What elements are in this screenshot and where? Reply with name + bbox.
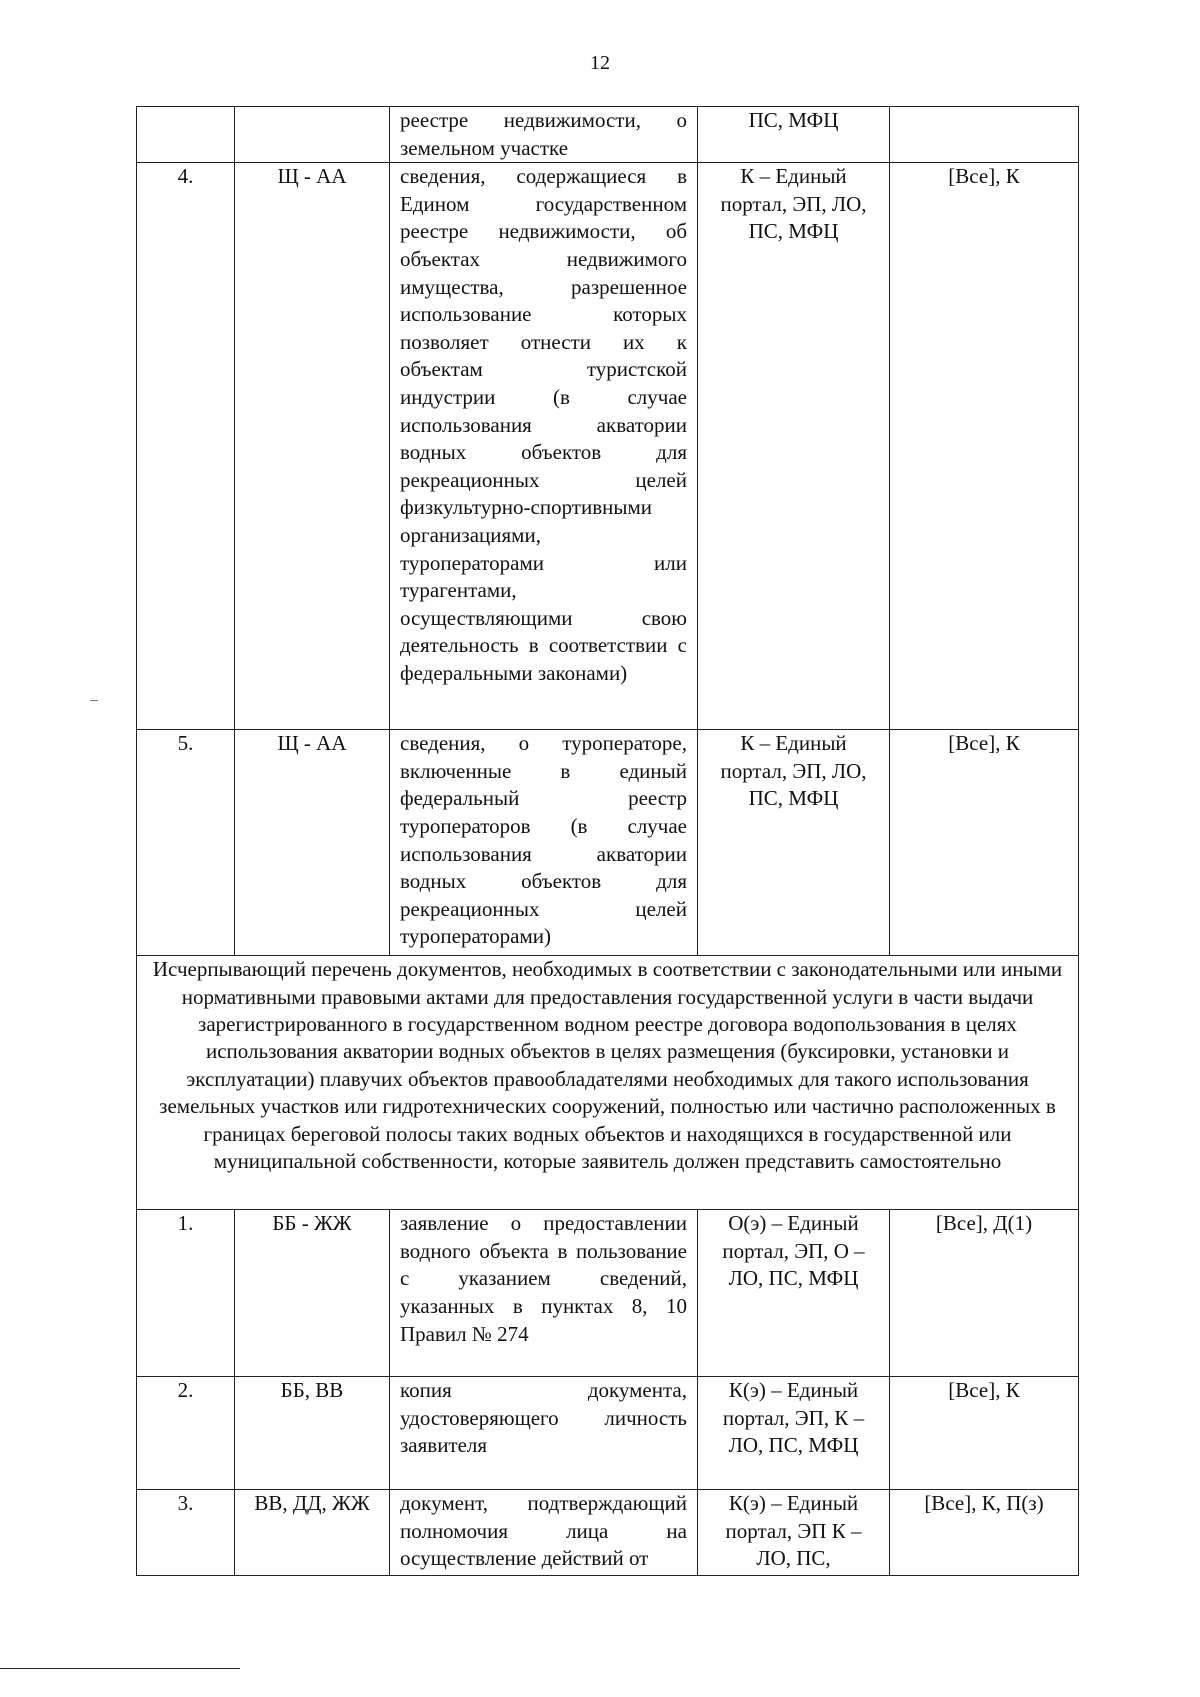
row-description: сведения, о туроператоре, включенные в единый федеральный реестр туроператоров (в случае использования акватории водных объектов для рекреационных целей туроператорами) [390, 730, 698, 956]
row-description: реестре недвижимости, о земельном участке [390, 107, 698, 163]
table-row [137, 1210, 1079, 1377]
row-submission-form: К – Единый портал, ЭП, ЛО, ПС, МФЦ [698, 730, 890, 956]
row-description: документ, подтверждающий полномочия лица на осуществление действий от [390, 1490, 698, 1576]
margin-mark [90, 700, 98, 701]
row-scope: [Все], К [890, 1377, 1079, 1490]
row-number: 2. [137, 1377, 235, 1490]
row-code: Щ - АА [235, 730, 390, 956]
table-row [137, 163, 1079, 730]
row-description: заявление о предоставлении водного объекта в пользование с указанием сведений, указанных в пунктах 8, 10 Правил № 274 [390, 1210, 698, 1377]
table-row [137, 1377, 1079, 1490]
row-code: Щ - АА [235, 163, 390, 730]
documents-table [136, 106, 1079, 1576]
section-heading-row [137, 956, 1079, 1210]
page-number: 12 [590, 52, 610, 74]
row-number: 5. [137, 730, 235, 956]
row-submission-form: ПС, МФЦ [698, 107, 890, 163]
table-row [137, 730, 1079, 956]
row-code [235, 107, 390, 163]
row-scope: [Все], Д(1) [890, 1210, 1079, 1377]
row-submission-form: К(э) – Единый портал, ЭП К – ЛО, ПС, [698, 1490, 890, 1576]
row-code: ББ, ВВ [235, 1377, 390, 1490]
row-submission-form: О(э) – Единый портал, ЭП, О – ЛО, ПС, МФЦ [698, 1210, 890, 1377]
row-description: сведения, содержащиеся в Едином государственном реестре недвижимости, об объектах недвижимого имущества, разрешенное использование которых позволяет отнести их к объектам туристской индустрии (в случае использования акватории водных объектов для рекреационных целей физкультурно-спортивными организациями, туроператорами или турагентами, осуществляющими свою деятельность в соответствии с федеральными законами) [390, 163, 698, 730]
row-code: ВВ, ДД, ЖЖ [235, 1490, 390, 1576]
row-submission-form: К(э) – Единый портал, ЭП, К – ЛО, ПС, МФЦ [698, 1377, 890, 1490]
row-scope: [Все], К [890, 163, 1079, 730]
row-number: 1. [137, 1210, 235, 1377]
row-description: копия документа, удостоверяющего личность заявителя [390, 1377, 698, 1490]
row-scope: [Все], К, П(з) [890, 1490, 1079, 1576]
row-code: ББ - ЖЖ [235, 1210, 390, 1377]
table-row [137, 107, 1079, 163]
section-heading: Исчерпывающий перечень документов, необходимых в соответствии с законодательными или иными нормативными правовыми актами для предоставления государственной услуги в части выдачи зарегистрированного в государственном водном реестре договора водопользования в целях использования акватории водных объектов в целях размещения (буксировки, установки и эксплуатации) плавучих объектов правообладателями необходимых для такого использования земельных участков или гидротехнических сооружений, полностью или частично расположенных в границах береговой полосы таких водных объектов и находящихся в государственной или муниципальной собственности, которые заявитель должен представить самостоятельно [137, 956, 1079, 1210]
row-submission-form: К – Единый портал, ЭП, ЛО, ПС, МФЦ [698, 163, 890, 730]
table-row [137, 1490, 1079, 1576]
row-scope [890, 107, 1079, 163]
footnote-separator [0, 1668, 240, 1669]
row-number: 3. [137, 1490, 235, 1576]
row-scope: [Все], К [890, 730, 1079, 956]
row-number [137, 107, 235, 163]
row-number: 4. [137, 163, 235, 730]
